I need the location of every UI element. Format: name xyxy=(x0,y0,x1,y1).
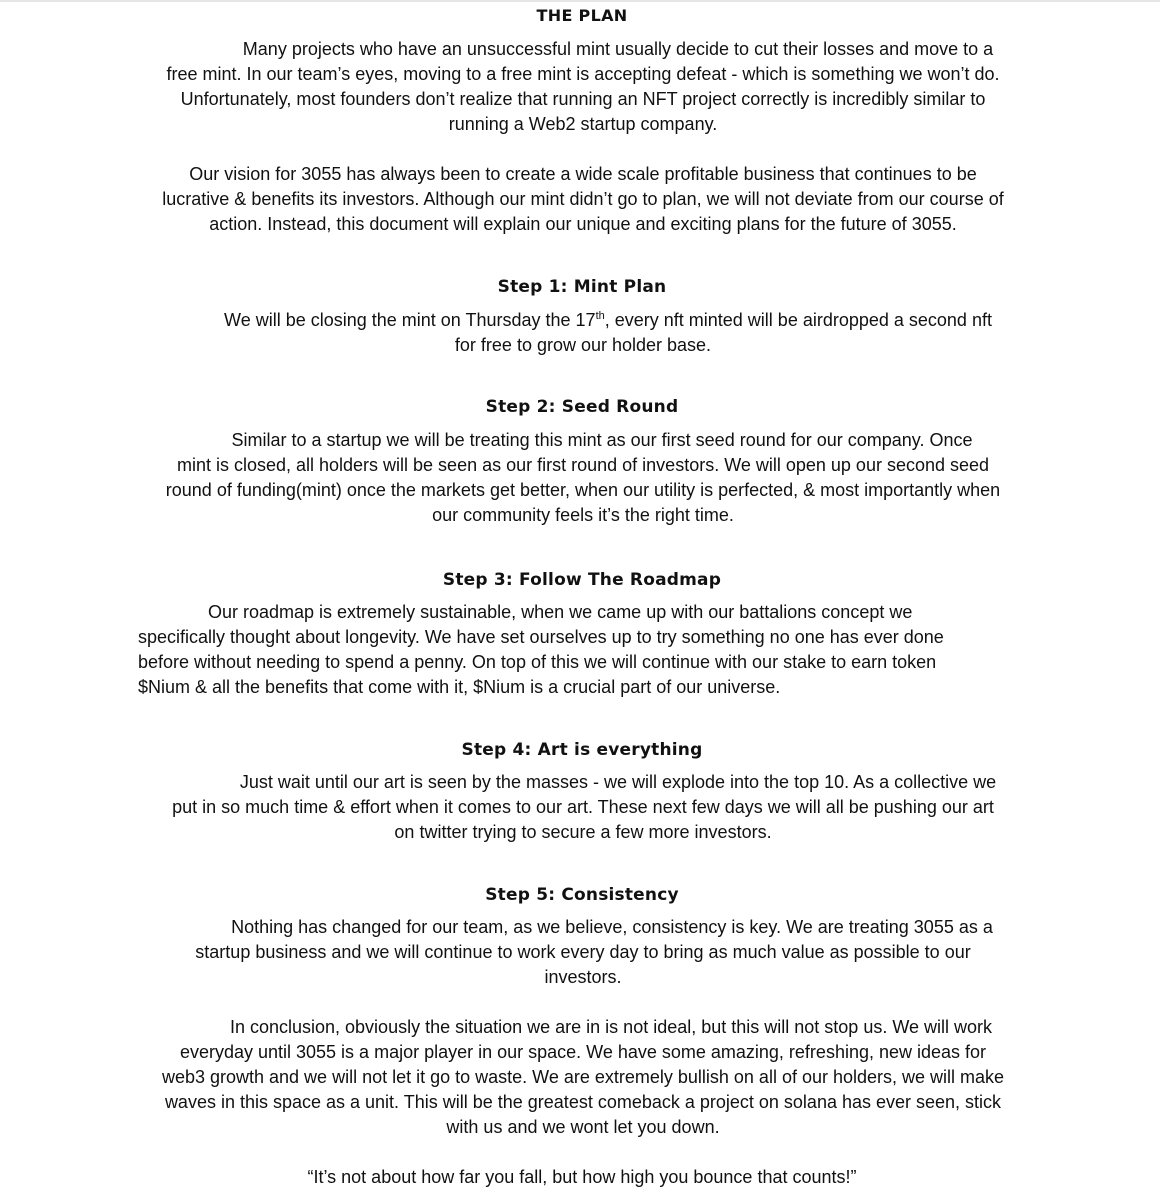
step-1-line: for free to grow our holder base. xyxy=(454,335,712,355)
step-1-line xyxy=(138,308,1028,333)
step-1-heading: Step 1: Mint Plan xyxy=(497,277,667,297)
step-1-text-after: , every nft minted will be airdropped a second nft xyxy=(604,310,992,330)
step-4-line: Just wait until our art is seen by the masses - we will explode into the top 10. As a collective we xyxy=(239,772,997,792)
conclusion-line: In conclusion, obviously the situation we are in is not ideal, but this will not stop us. We will work xyxy=(229,1017,993,1037)
intro-line: free mint. In our team’s eyes, moving to a free mint is accepting defeat - which is something we won’t do. xyxy=(166,64,1000,84)
intro-paragraph xyxy=(138,37,1028,137)
step-5-heading: Step 5: Consistency xyxy=(485,885,679,905)
step-1-text-before: We will be closing the mint on Thursday the 17 xyxy=(224,310,596,330)
step-3-line: $Nium & all the benefits that come with it, $Nium is a crucial part of our universe. xyxy=(138,677,781,697)
step-2-line: round of funding(mint) once the markets get better, when our utility is perfected, & most importantly when xyxy=(165,480,1001,500)
vision-line: lucrative & benefits its investors. Although our mint didn’t go to plan, we will not deviate from our course of xyxy=(162,189,1004,209)
intro-line: Many projects who have an unsuccessful mint usually decide to cut their losses and move to a xyxy=(242,39,994,59)
step-5-line: Nothing has changed for our team, as we believe, consistency is key. We are treating 3055 as a xyxy=(231,917,993,937)
conclusion-line: everyday until 3055 is a major player in our space. We have some amazing, refreshing, new ideas for xyxy=(179,1042,987,1062)
step-2-paragraph xyxy=(138,428,1028,528)
vision-paragraph xyxy=(138,162,1028,237)
step-4-line: put in so much time & effort when it comes to our art. These next few days we will all be pushing our art xyxy=(172,797,994,817)
step-3-heading: Step 3: Follow The Roadmap xyxy=(442,570,722,590)
step-2-line: our community feels it’s the right time. xyxy=(432,505,734,525)
vision-line: Our vision for 3055 has always been to create a wide scale profitable business that continues to be xyxy=(189,164,977,184)
conclusion-line: with us and we wont let you down. xyxy=(446,1117,720,1137)
step-2-line: Similar to a startup we will be treating this mint as our first seed round for our company. Once xyxy=(231,430,973,450)
conclusion-paragraph xyxy=(138,1015,1028,1140)
step-1-paragraph xyxy=(138,308,1028,358)
document-title: THE PLAN xyxy=(536,6,628,25)
top-divider xyxy=(0,0,1160,2)
step-3-line: specifically thought about longevity. We have set ourselves up to try something no one has ever done xyxy=(138,627,944,647)
step-4-paragraph xyxy=(138,770,1028,845)
step-5-paragraph xyxy=(138,915,1028,990)
step-4-heading: Step 4: Art is everything xyxy=(461,740,703,760)
step-5-line: investors. xyxy=(544,967,622,987)
conclusion-line: waves in this space as a unit. This will be the greatest comeback a project on solana has ever seen, stick xyxy=(164,1092,1002,1112)
closing-quote: “It’s not about how far you fall, but how high you bounce that counts!” xyxy=(307,1167,857,1187)
step-2-heading: Step 2: Seed Round xyxy=(485,397,679,417)
conclusion-line: web3 growth and we will not let it go to waste. We are extremely bullish on all of our holders, we will make xyxy=(161,1067,1005,1087)
step-3-paragraph xyxy=(138,600,998,700)
vision-line: action. Instead, this document will explain our unique and exciting plans for the future of 3055. xyxy=(209,214,957,234)
step-3-line: before without needing to spend a penny. On top of this we will continue with our stake to earn token xyxy=(138,652,937,672)
step-1-superscript: th xyxy=(595,310,605,322)
intro-line: Unfortunately, most founders don’t realize that running an NFT project correctly is incredibly similar to xyxy=(180,89,986,109)
step-5-line: startup business and we will continue to work every day to bring as much value as possible to our xyxy=(195,942,971,962)
step-3-line: Our roadmap is extremely sustainable, when we came up with our battalions concept we xyxy=(208,602,913,622)
step-2-line: mint is closed, all holders will be seen as our first round of investors. We will open up our second seed xyxy=(176,455,990,475)
step-4-line: on twitter trying to secure a few more investors. xyxy=(394,822,772,842)
intro-line: running a Web2 startup company. xyxy=(448,114,718,134)
